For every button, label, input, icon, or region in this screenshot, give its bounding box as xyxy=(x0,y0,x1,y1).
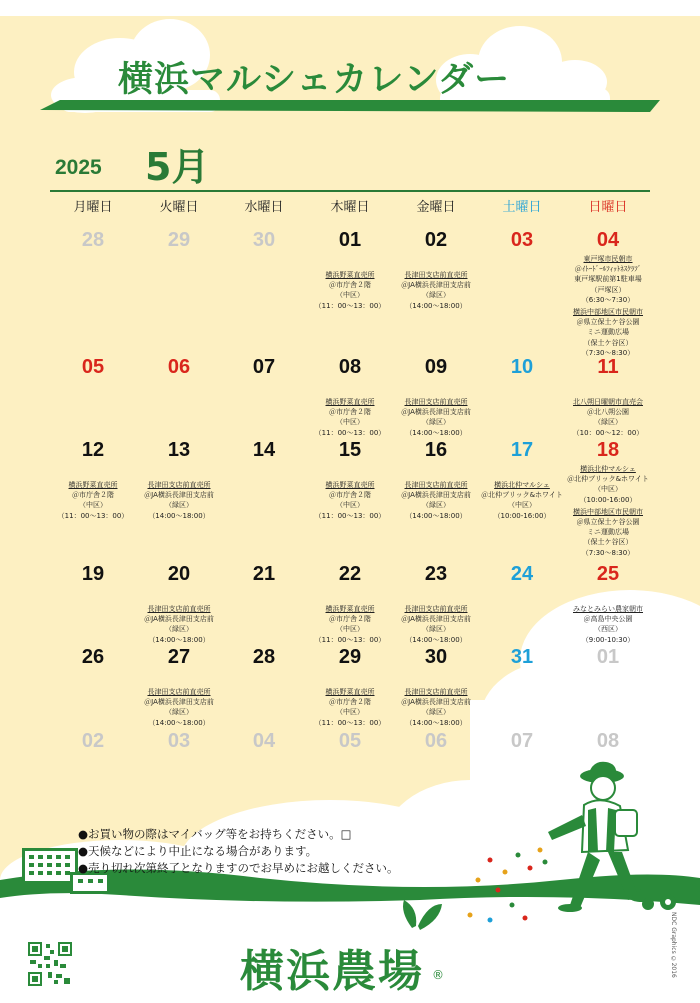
market-detail: （14:00～18:00） xyxy=(405,301,467,310)
calendar-day-cell xyxy=(136,355,222,379)
market-detail: （中区） xyxy=(336,708,364,717)
calendar-day-cell xyxy=(50,228,136,252)
market-detail: 東戸塚駅前第1駐車場 xyxy=(574,275,642,284)
market-event xyxy=(136,480,222,521)
market-event xyxy=(393,604,479,645)
calendar-day-cell xyxy=(479,645,565,669)
calendar-day-cell xyxy=(221,438,307,462)
day-number: 15 xyxy=(338,439,362,461)
market-name: 長津田支店前直売所 xyxy=(404,398,468,406)
market-detail: （11：00～13：00） xyxy=(314,511,386,520)
market-name: 長津田支店前直売所 xyxy=(404,271,468,279)
market-detail: ＠JA横浜長津田支店前 xyxy=(401,281,471,290)
day-number: 04 xyxy=(252,730,276,752)
day-number: 03 xyxy=(167,730,191,752)
market-detail: ＠県立保土ケ谷公園 xyxy=(576,318,640,327)
day-number: 31 xyxy=(510,646,534,668)
market-detail: （14:00～18:00） xyxy=(405,428,467,437)
market-detail: （緑区） xyxy=(422,501,450,510)
day-number: 13 xyxy=(167,439,191,461)
day-number: 23 xyxy=(424,563,448,585)
market-event xyxy=(565,397,651,438)
market-detail: ＠高島中央公園 xyxy=(583,615,633,624)
notes-list xyxy=(78,826,399,877)
weekday-label: 木曜日 xyxy=(330,200,370,215)
calendar-day-cell xyxy=(393,562,479,645)
market-name: 長津田支店前直売所 xyxy=(404,605,468,613)
market-name: 長津田支店前直売所 xyxy=(147,688,211,696)
market-detail: （14:00～18:00） xyxy=(405,718,467,727)
market-name: 長津田支店前直売所 xyxy=(147,605,211,613)
market-detail: （中区） xyxy=(336,625,364,634)
calendar-day-cell xyxy=(565,729,651,753)
calendar-day-cell xyxy=(221,355,307,379)
calendar-day-cell xyxy=(221,228,307,252)
market-name: 東戸塚市民朝市 xyxy=(583,255,633,263)
market-detail: （緑区） xyxy=(422,708,450,717)
market-name: 横浜北仲マルシェ xyxy=(580,465,636,473)
market-detail: ＠JA横浜長津田支店前 xyxy=(144,615,214,624)
day-number: 11 xyxy=(597,356,619,378)
note-item: ●売り切れ次第終了となりますのでお早めにお越しください。 xyxy=(78,861,399,875)
calendar-day-cell xyxy=(393,645,479,728)
market-detail: （中区） xyxy=(508,501,536,510)
calendar-day-cell xyxy=(393,438,479,521)
yokohama-farm-logo: 横浜農場 xyxy=(240,946,424,997)
day-number: 08 xyxy=(338,356,362,378)
calendar-day-cell xyxy=(565,228,651,358)
calendar-day-cell xyxy=(136,228,222,252)
market-detail: （西区） xyxy=(594,625,622,634)
calendar-day-cell xyxy=(307,438,393,521)
market-detail: （7:30～8:30） xyxy=(581,548,635,557)
market-detail: ＠市庁舎２階 xyxy=(72,491,114,500)
calendar-title: 横浜マルシェカレンダー xyxy=(118,60,511,100)
market-detail: （11：00～13：00） xyxy=(314,718,386,727)
calendar-day-cell xyxy=(50,645,136,669)
market-detail: （14:00～18:00） xyxy=(148,635,210,644)
day-number: 25 xyxy=(596,563,620,585)
market-detail: （緑区） xyxy=(594,418,622,427)
market-detail: ＠JA横浜長津田支店前 xyxy=(401,615,471,624)
day-number: 19 xyxy=(81,563,105,585)
market-name: 横浜野菜直売所 xyxy=(68,481,118,489)
day-number: 29 xyxy=(338,646,362,668)
calendar-day-cell xyxy=(136,729,222,753)
calendar-day-cell xyxy=(479,355,565,379)
calendar-day-cell xyxy=(565,438,651,558)
market-detail: （11：00～13：00） xyxy=(314,428,386,437)
day-number: 05 xyxy=(81,356,105,378)
market-detail: （中区） xyxy=(336,501,364,510)
calendar-day-cell xyxy=(479,562,565,586)
market-detail: ＠JA横浜長津田支店前 xyxy=(144,491,214,500)
calendar-day-cell xyxy=(50,562,136,586)
market-detail: （保土ケ谷区） xyxy=(583,538,633,547)
market-detail: （11：00～13：00） xyxy=(314,635,386,644)
note-item: ●お買い物の際はマイバッグ等をお持ちください。□ xyxy=(78,827,352,841)
weekday-label: 月曜日 xyxy=(73,200,113,215)
calendar-day-cell xyxy=(50,438,136,521)
calendar-day-cell xyxy=(307,729,393,753)
market-name: みなとみらい農家朝市 xyxy=(573,605,643,613)
market-detail: （14:00～18:00） xyxy=(148,511,210,520)
day-number: 16 xyxy=(424,439,448,461)
market-detail: （14:00～18:00） xyxy=(405,511,467,520)
registered-mark: ® xyxy=(432,968,444,982)
market-detail: （緑区） xyxy=(422,418,450,427)
calendar-month: 5月 xyxy=(145,145,210,189)
day-number: 03 xyxy=(510,229,534,251)
market-event xyxy=(393,397,479,438)
day-number: 30 xyxy=(424,646,448,668)
calendar-day-cell xyxy=(393,729,479,753)
market-detail: （保土ケ谷区） xyxy=(583,338,633,347)
weekday-label: 土曜日 xyxy=(502,200,542,215)
market-detail: （10：00～12：00） xyxy=(572,428,644,437)
market-detail: （中区） xyxy=(336,418,364,427)
market-event xyxy=(307,687,393,728)
market-detail: ＠市庁舎２階 xyxy=(329,491,371,500)
day-number: 20 xyxy=(167,563,191,585)
market-detail: ＠市庁舎２階 xyxy=(329,698,371,707)
market-event xyxy=(50,480,136,521)
day-number: 02 xyxy=(81,730,105,752)
market-detail: （11：00～13：00） xyxy=(314,301,386,310)
market-name: 長津田支店前直売所 xyxy=(147,481,211,489)
market-name: 北八朔日曜朝市直売会 xyxy=(573,398,643,406)
day-number: 24 xyxy=(510,563,534,585)
day-number: 07 xyxy=(252,356,276,378)
market-detail: ＠北仲ブリック&ホワイト xyxy=(481,491,563,500)
market-event xyxy=(393,480,479,521)
market-event xyxy=(307,604,393,645)
market-event xyxy=(136,604,222,645)
calendar-day-cell xyxy=(307,355,393,438)
calendar-day-cell xyxy=(307,645,393,728)
weekday-label: 火曜日 xyxy=(159,200,199,215)
market-detail: ＠北八朔公園 xyxy=(587,408,629,417)
market-detail: （中区） xyxy=(336,291,364,300)
market-detail: （緑区） xyxy=(165,625,193,634)
day-number: 30 xyxy=(252,229,276,251)
day-number: 26 xyxy=(81,646,105,668)
market-event xyxy=(565,254,651,305)
market-detail: ミニ運動広場 xyxy=(587,528,629,537)
day-number: 28 xyxy=(252,646,276,668)
market-event xyxy=(479,480,565,521)
note-item: ●天候などにより中止になる場合があります。 xyxy=(78,844,318,858)
calendar-day-cell xyxy=(221,645,307,669)
calendar-day-cell xyxy=(136,438,222,521)
market-name: 横浜北仲マルシェ xyxy=(494,481,550,489)
day-number: 07 xyxy=(510,730,534,752)
market-name: 横浜中部地区市民朝市 xyxy=(573,507,643,516)
header-rule xyxy=(50,190,650,192)
calendar-day-cell xyxy=(221,562,307,586)
calendar-day-cell xyxy=(565,645,651,669)
market-detail: （緑区） xyxy=(422,291,450,300)
market-detail: （9:00-10:30） xyxy=(581,635,635,644)
market-detail: （中区） xyxy=(79,501,107,510)
market-detail: ＠市庁舎２階 xyxy=(329,408,371,417)
day-number: 01 xyxy=(596,646,620,668)
weekday-label: 日曜日 xyxy=(588,200,628,215)
day-number: 04 xyxy=(596,229,620,251)
calendar-day-cell xyxy=(565,562,651,645)
day-number: 05 xyxy=(338,730,362,752)
market-detail: （7:30～8:30） xyxy=(581,348,635,357)
market-name: 横浜野菜直売所 xyxy=(325,688,375,696)
market-detail: （中区） xyxy=(594,485,622,494)
calendar-day-cell xyxy=(479,729,565,753)
market-detail: ＠JA横浜長津田支店前 xyxy=(401,698,471,707)
day-number: 02 xyxy=(424,229,448,251)
market-detail: ＠県立保土ケ谷公園 xyxy=(576,518,640,527)
market-detail: （10:00-16:00） xyxy=(579,495,637,504)
market-name: 横浜野菜直売所 xyxy=(325,271,375,279)
day-number: 22 xyxy=(338,563,362,585)
day-number: 27 xyxy=(167,646,191,668)
market-event xyxy=(565,464,651,505)
qr-code-icon[interactable] xyxy=(26,940,74,988)
calendar-day-cell xyxy=(393,355,479,438)
market-detail: （11：00～13：00） xyxy=(57,511,129,520)
day-number: 12 xyxy=(81,439,105,461)
market-detail: ＠北仲ブリック&ホワイト xyxy=(567,475,649,484)
market-name: 長津田支店前直売所 xyxy=(404,688,468,696)
day-number: 29 xyxy=(167,229,191,251)
calendar-day-cell xyxy=(393,228,479,311)
market-event xyxy=(136,687,222,728)
market-event xyxy=(393,270,479,311)
market-event xyxy=(565,307,651,358)
day-number: 14 xyxy=(252,439,276,461)
market-detail: （戸塚区） xyxy=(590,285,626,294)
day-number: 28 xyxy=(81,229,105,251)
market-detail: （緑区） xyxy=(422,625,450,634)
day-number: 21 xyxy=(252,563,276,585)
calendar-day-cell xyxy=(221,729,307,753)
market-detail: ＠市庁舎２階 xyxy=(329,281,371,290)
day-number: 08 xyxy=(596,730,620,752)
market-detail: （緑区） xyxy=(165,501,193,510)
market-name: 横浜野菜直売所 xyxy=(325,481,375,489)
day-number: 06 xyxy=(424,730,448,752)
market-detail: ＠JA横浜長津田支店前 xyxy=(401,491,471,500)
calendar-year: 2025 xyxy=(55,156,102,179)
market-event xyxy=(565,604,651,645)
calendar-day-cell xyxy=(50,729,136,753)
market-detail: （6:30～7:30） xyxy=(581,295,635,304)
calendar-day-cell xyxy=(136,645,222,728)
market-name: 長津田支店前直売所 xyxy=(404,481,468,489)
market-detail: ＠JA横浜長津田支店前 xyxy=(401,408,471,417)
weekday-label: 金曜日 xyxy=(416,200,456,215)
market-event xyxy=(307,397,393,438)
market-name: 横浜野菜直売所 xyxy=(325,398,375,406)
day-number: 18 xyxy=(596,439,620,461)
market-event xyxy=(307,480,393,521)
day-number: 06 xyxy=(167,356,191,378)
credit-text: NDC Graphics ©2016 xyxy=(670,912,677,978)
market-name: 横浜野菜直売所 xyxy=(325,605,375,613)
market-name: 横浜中部地区市民朝市 xyxy=(573,308,643,317)
market-event xyxy=(307,270,393,311)
day-number: 10 xyxy=(510,356,534,378)
market-detail: ＠JA横浜長津田支店前 xyxy=(144,698,214,707)
day-number: 09 xyxy=(424,356,448,378)
market-event xyxy=(393,687,479,728)
market-detail: ＠市庁舎２階 xyxy=(329,615,371,624)
day-number: 17 xyxy=(510,439,534,461)
day-number: 01 xyxy=(338,229,362,251)
calendar-day-cell xyxy=(136,562,222,645)
calendar-day-cell xyxy=(307,562,393,645)
market-event xyxy=(565,507,651,558)
calendar-day-cell xyxy=(479,438,565,521)
market-detail: （14:00～18:00） xyxy=(405,635,467,644)
calendar-day-cell xyxy=(565,355,651,438)
market-detail: ミニ運動広場 xyxy=(587,328,629,337)
market-detail: （10:00-16:00） xyxy=(493,511,551,520)
market-detail: ＠ｲﾄｰﾄﾞｰﾙﾌｨｯﾄﾈｽｸﾗﾌﾞ xyxy=(574,265,642,274)
market-detail: （14:00～18:00） xyxy=(148,718,210,727)
calendar-day-cell xyxy=(307,228,393,311)
calendar-day-cell xyxy=(50,355,136,379)
weekday-label: 水曜日 xyxy=(244,200,284,215)
calendar-day-cell xyxy=(479,228,565,252)
market-detail: （緑区） xyxy=(165,708,193,717)
